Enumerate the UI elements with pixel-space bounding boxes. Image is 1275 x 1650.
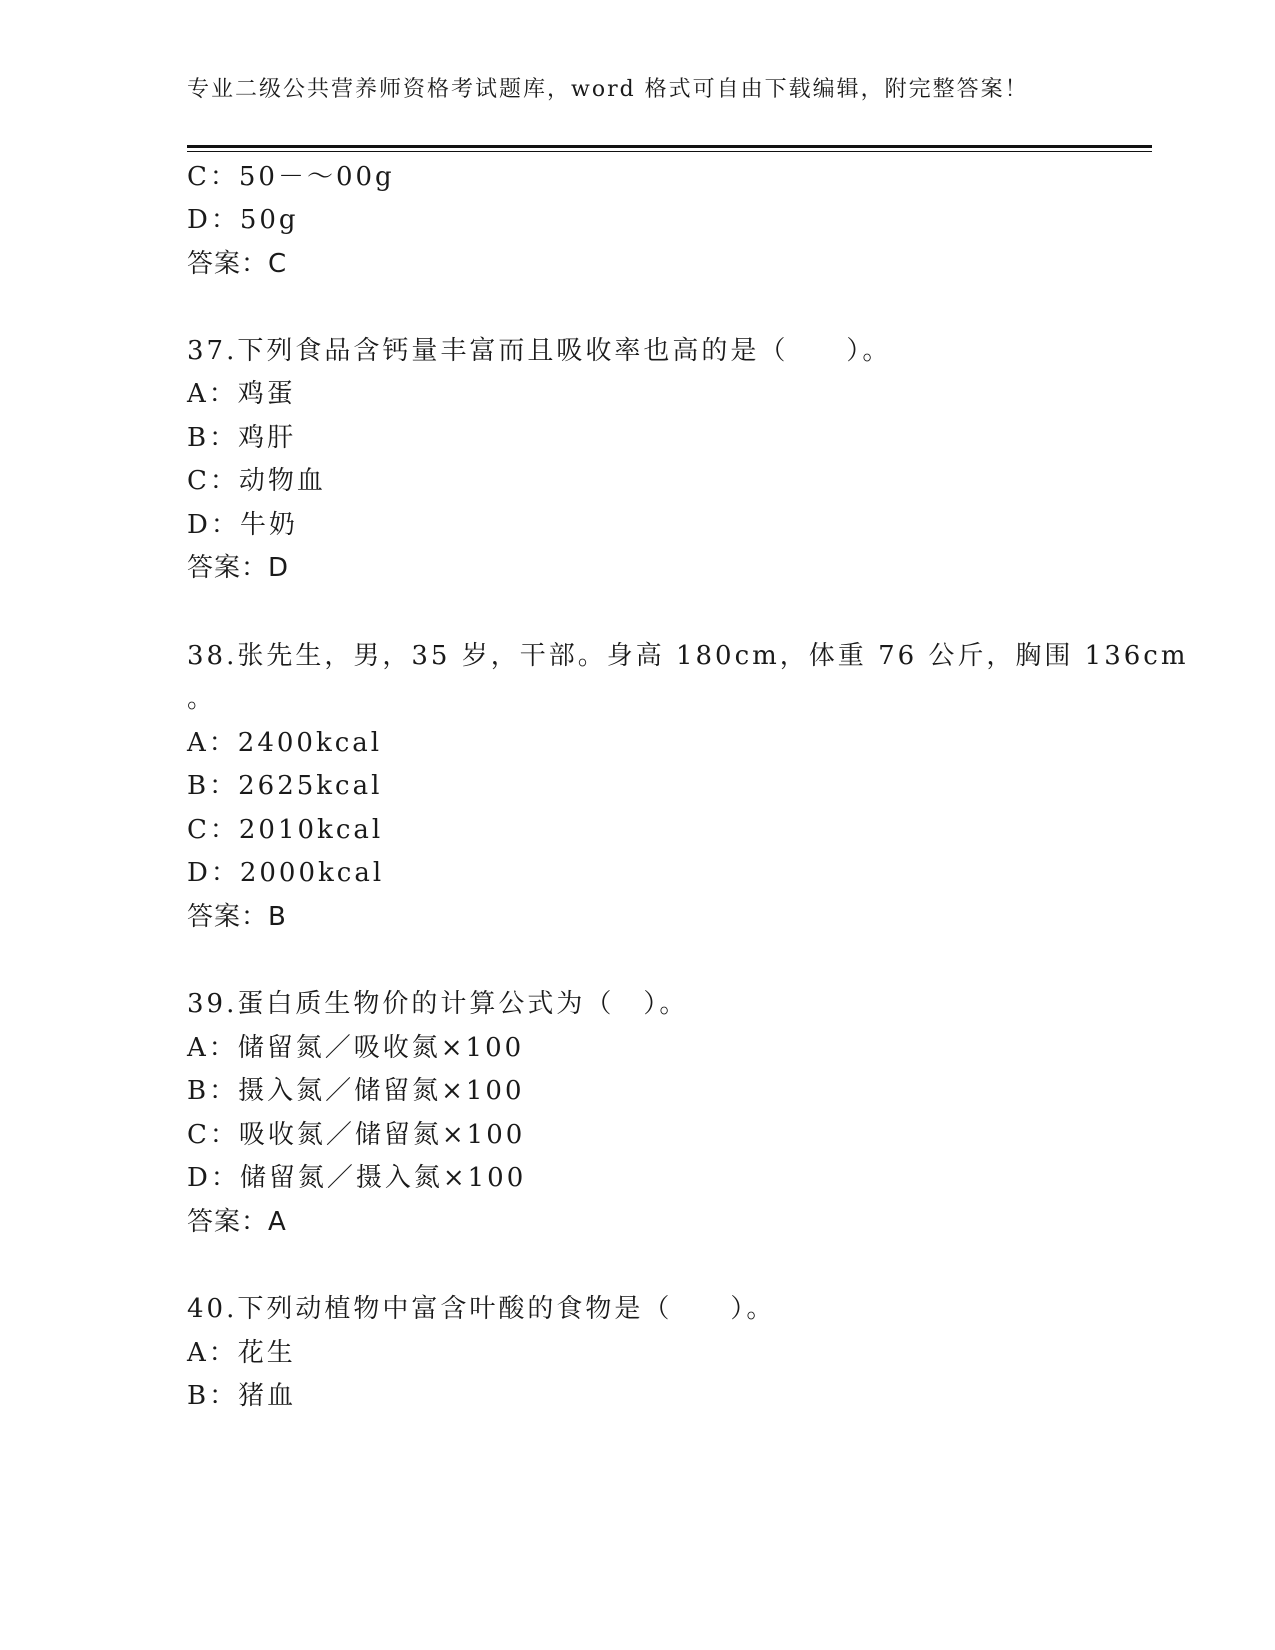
q39-answer: 答案：A [187, 1207, 287, 1237]
header-rule-thick [187, 145, 1152, 148]
q38-option-d: D：2000kcal [187, 858, 385, 888]
prev-answer: 答案：C [187, 249, 288, 279]
q38-option-a: A：2400kcal [187, 728, 383, 758]
q39-option-c: C：吸收氮／储留氮×100 [187, 1120, 526, 1150]
q40-option-b: B：猪血 [187, 1381, 297, 1411]
q37-answer: 答案：D [187, 553, 290, 583]
q40-stem: 40.下列动植物中富含叶酸的食物是（ ）。 [187, 1294, 776, 1324]
q39-option-a: A：储留氮／吸收氮×100 [187, 1033, 525, 1063]
q37-stem: 37.下列食品含钙量丰富而且吸收率也高的是（ ）。 [187, 336, 892, 366]
page-header: 专业二级公共营养师资格考试题库，word 格式可自由下载编辑，附完整答案！ [187, 77, 1029, 102]
q39-option-b: B：摄入氮／储留氮×100 [187, 1076, 525, 1106]
q37-option-b: B：鸡肝 [187, 423, 297, 453]
q38-stem-line1: 38.张先生，男，35 岁，干部。身高 180cm，体重 76 公斤，胸围 136cm [187, 641, 1189, 671]
q37-option-a: A：鸡蛋 [187, 379, 296, 409]
header-rule-thin [187, 151, 1152, 152]
q38-option-c: C：2010kcal [187, 815, 384, 845]
q38-answer: 答案：B [187, 902, 287, 932]
prev-option-d: D：50g [187, 205, 299, 235]
q39-option-d: D：储留氮／摄入氮×100 [187, 1163, 527, 1193]
prev-option-c: C：50－～00g [187, 162, 395, 192]
q40-option-a: A：花生 [187, 1338, 296, 1368]
q38-option-b: B：2625kcal [187, 771, 383, 801]
q38-stem-line2: 。 [187, 684, 217, 714]
q39-stem: 39.蛋白质生物价的计算公式为（ ）。 [187, 989, 689, 1019]
q37-option-d: D：牛奶 [187, 510, 298, 540]
q37-option-c: C：动物血 [187, 466, 326, 496]
